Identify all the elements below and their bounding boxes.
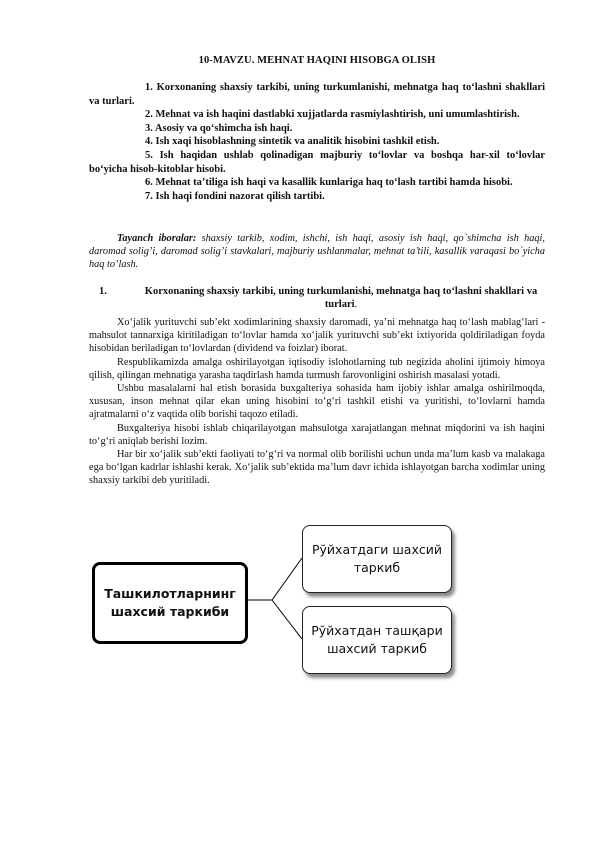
plan-item-number: 5. <box>145 149 153 161</box>
keywords-text: shaxsiy tarkib, xodim, ishchi, ish haqi, asosiy ish haqi, qo`shimcha ish haqi, daromad solig’i, daromad solig’i stavkalari, majburiy ushlanmalar, mehnat ta’tili, kasallik varaqasi bo`yicha haq to’lash. <box>89 233 545 271</box>
plan-item <box>89 122 545 136</box>
plan-item-text: Mehnat ta’tiliga ish haqi va kasallik kunlariga haq to‘lash tartibi hamda hisobi. <box>155 177 513 189</box>
staff-structure-diagram <box>89 520 545 670</box>
plan-item-text: Asosiy va qo‘shimcha ish haqi. <box>154 122 293 134</box>
keywords-paragraph <box>89 232 545 272</box>
diagram-root-label: Ташкилотларнинг шахсий таркиби <box>104 586 236 619</box>
body-paragraph: Ushbu masalalarni hal etish borasida buxgalteriya sohasida ham ijobiy ishlar amalga oshirilmoqda, xususan, inson mehnat qilar ekan uning hisobini to‘g‘ri tashkil etishi va yuritishi, to‘lovlarni hamda ajratmalarni o‘z vaqtida olib borishi taqozo etiladi. <box>89 383 545 421</box>
plan-item-number: 1. <box>145 82 153 93</box>
plan-item <box>89 149 545 176</box>
section-number: 1. <box>99 286 107 297</box>
plan-item-number: 7. <box>145 190 153 202</box>
section-title-dot: . <box>354 299 358 311</box>
plan-item-text: Ish haqidan ushlab qolinadigan majburiy to‘lovlar va boshqa har-xil to‘lovlar bo‘yicha hisob-kitoblar hisobi. <box>89 149 545 175</box>
plan-item-text: Mehnat va ish haqini dastlabki xujjatlarda rasmiylashtirish, uni umumlashtirish. <box>155 109 520 121</box>
plan-item-number: 2. <box>145 109 153 121</box>
body-paragraph: Respublikamizda amalga oshirilayotgan iqtisodiy islohotlarning tub negizida aholini ijtimoiy himoya qilish, qilingan mehnatiga yarasha taqdirlash hamda turmush farovonligini oshirish masalasi yotadi. <box>89 356 545 381</box>
diagram-child-label: Рўйхатдан ташқари шахсий таркиб <box>311 623 443 656</box>
plan-item <box>89 108 545 122</box>
section-heading <box>89 285 545 312</box>
plan-item <box>89 190 545 204</box>
plan-item-number: 6. <box>145 177 153 189</box>
page-title: 10-MAVZU. MEHNAT HAQINI HISOBGA OLISH <box>198 55 436 66</box>
plan-item <box>89 135 545 149</box>
plan-item-number: 3. <box>145 122 153 134</box>
diagram-child-box-listed <box>302 525 452 593</box>
body-paragraph: Har bir xo‘jalik sub’ekti faoliyati to‘g‘ri va normal olib borilishi uchun unda ma’lum kasb va malakaga ega bo‘lgan kadrlar ishlashi kerak. Xo‘jalik sub’ektida ma’lum davr ichida ishlayotgan barcha xodimlar uning shaxsiy tarkibi deb yuritiladi. <box>89 449 545 487</box>
body-paragraph: Buxgalteriya hisobi ishlab chiqarilayotgan mahsulotga xarajatlangan mehnat miqdorini va ish haqini to‘g‘ri aniqlab berishi lozim. <box>89 422 545 447</box>
keywords-label: Tayanch iboralar: <box>117 233 197 244</box>
diagram-child-label: Рўйхатдаги шахсий таркиб <box>312 542 442 575</box>
plan-item-text: Ish xaqi hisoblashning sintetik va analitik hisobini tashkil etish. <box>155 136 440 148</box>
topic-plan-list <box>89 81 545 203</box>
section-body <box>89 316 545 488</box>
section-title: Korxonaning shaxsiy tarkibi, uning turkumlanishi, mehnatga haq to‘lashni shakllari va turlari <box>144 286 538 311</box>
section-title-wrap <box>89 285 545 312</box>
diagram-root-box <box>92 562 248 644</box>
plan-item-text: Ish haqi fondini nazorat qilish tartibi. <box>155 190 325 202</box>
diagram-child-box-unlisted <box>302 606 452 674</box>
plan-item <box>89 81 545 108</box>
plan-item <box>89 176 545 190</box>
plan-item-number: 4. <box>145 136 153 148</box>
plan-item-text: Korxonaning shaxsiy tarkibi, uning turkumlanishi, mehnatga haq to‘lashni shakllari va turlari. <box>89 82 545 107</box>
body-paragraph: Xo‘jalik yurituvchi sub’ekt xodimlarining shaxsiy daromadi, ya’ni mehnatga haq to‘lash mablag‘lari - mahsulot tannarxiga kiritiladigan to‘lovlar hamda xo‘jalik yurituvchi sub’ekt ixtiyorida qoldiriladigan foyda hisobidan beriladigan to‘lovlardan (dividend va foizlar) iborat. <box>89 317 545 355</box>
